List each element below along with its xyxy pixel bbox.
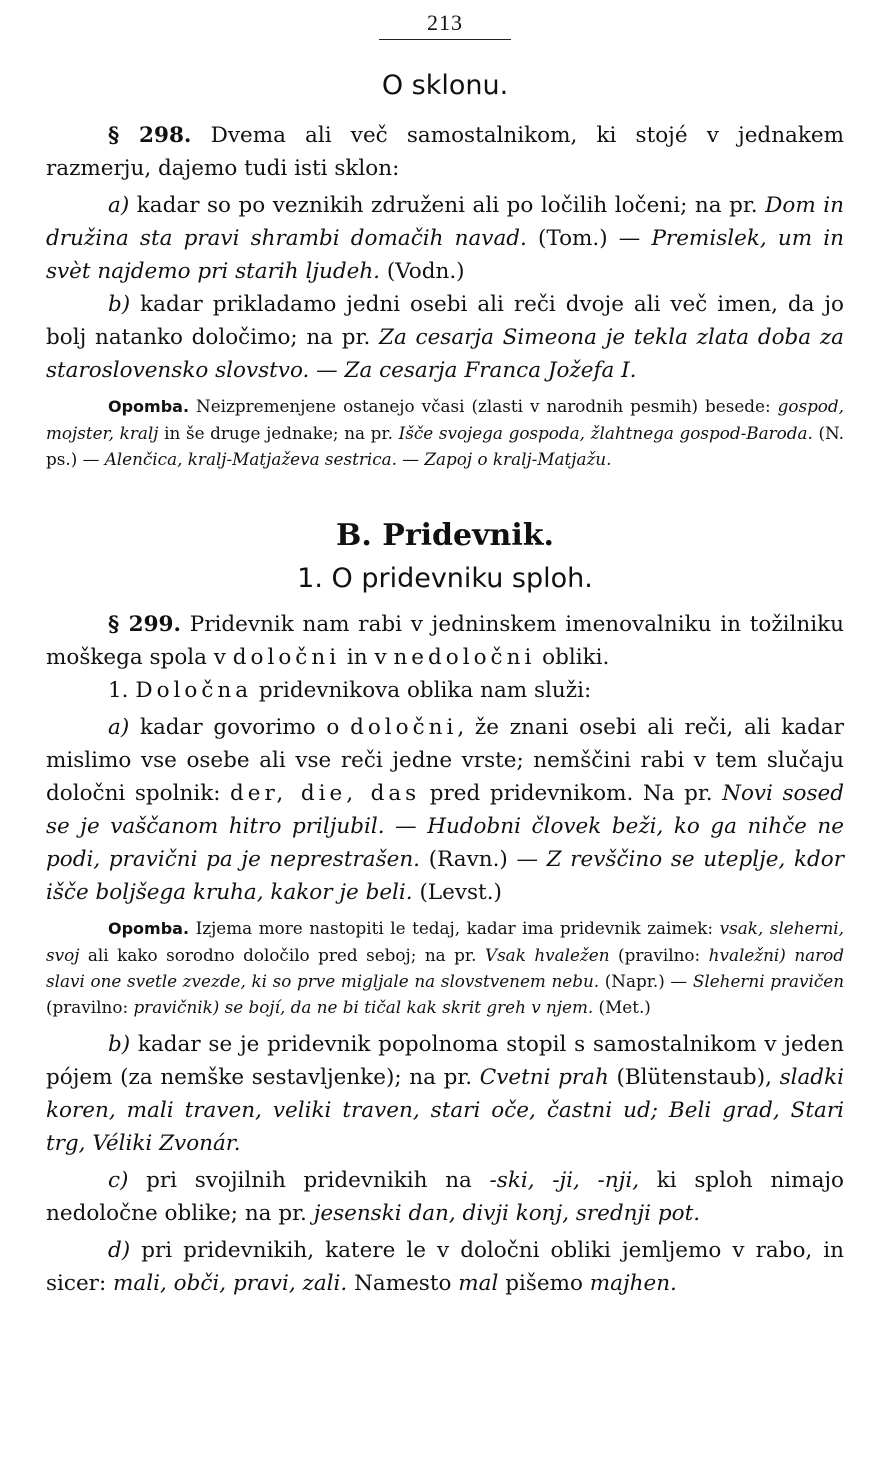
source: (Napr.) —	[599, 971, 693, 991]
example: jesenski dan, divji konj, srednji pot.	[313, 1201, 701, 1226]
text: , že znani osebi ali reči, ali kadar mislimo vse osebe ali vse reči jedne vrste; nemščini rabi v tem slučaju določni spolnik:	[46, 715, 844, 806]
spaced-word: določni	[232, 645, 341, 670]
text: Neizpremenjene ostanejo včasi (zlasti v narodnih pesmih) besede:	[189, 396, 778, 416]
example: Cvetni prah	[479, 1065, 609, 1090]
source: (Levst.)	[412, 880, 502, 905]
example: Premislek, um in svèt najdemo pri starih ljudeh.	[46, 226, 844, 284]
example: vsak, sleherni, svoj	[46, 918, 844, 965]
text: pred pridevnikom. Na pr.	[420, 781, 723, 806]
example: pravičnik) se bojí, da ne bi tičal kak skrit greh v njem.	[133, 997, 594, 1017]
item-label-a: a)	[108, 715, 130, 740]
paragraph-298-a	[46, 189, 844, 288]
paragraph-299-intro	[46, 608, 844, 674]
text: pri svojilnih pridevnikih na	[128, 1168, 490, 1193]
text: in še druge jednake; na pr.	[158, 423, 399, 443]
text: obliki.	[535, 645, 610, 670]
heading-b-pridevnik: B. Pridevnik.	[336, 518, 554, 553]
paragraph-299-a	[46, 711, 844, 909]
example: mali, obči, pravi, zali.	[113, 1271, 348, 1296]
example: Išče svojega gospoda, žlahtnega gospod-Baroda.	[398, 423, 813, 443]
source: (Tom.) —	[526, 226, 652, 251]
paragraph-298-b	[46, 288, 844, 387]
example: Za cesarja Simeona je tekla zlata doba za staroslovensko slovstvo. — Za cesarja Franca Jožefa I.	[46, 325, 844, 383]
text: ali kako sorodno določilo pred seboj; na pr.	[79, 945, 485, 965]
item-label-c: c)	[108, 1168, 129, 1193]
text: ki sploh nimajo nedoločne oblike; na pr.	[46, 1168, 844, 1226]
text: 1.	[108, 678, 136, 703]
heading-o-pridevniku-sploh: 1. O pridevniku sploh.	[297, 563, 593, 594]
spaced-word: Določna	[135, 678, 253, 703]
text: Namesto	[347, 1271, 459, 1296]
text: (pravilno:	[609, 945, 709, 965]
example: Novi sosed se je vaščanom hitro priljubil. — Hudobni človek beži, ko ga nihče ne podi, pravični pa je neprestrašen.	[46, 781, 844, 872]
paragraph-299-1	[46, 674, 844, 707]
example: Vsak hvaležen	[484, 945, 610, 965]
note-label: Opomba.	[108, 397, 190, 416]
text: kadar so po veznikih združeni ali po ločilih ločeni; na pr.	[129, 193, 766, 218]
section-299-mark: § 299.	[108, 612, 182, 637]
item-label-d: d)	[108, 1238, 131, 1263]
text: Dvema ali več samostalnikom, ki stojé v jednakem razmerju, dajemo tudi isti sklon:	[46, 123, 844, 181]
section-298-mark: § 298.	[108, 123, 192, 148]
text: kadar prikladamo jedni osebi ali reči dvoje ali več imen, da jo bolj natanko določimo; na pr.	[46, 292, 844, 350]
example: sladki koren, mali traven, veliki traven, stari oče, častni ud; Beli grad, Stari trg, Véliki Zvonár.	[46, 1065, 844, 1156]
text: (pravilno:	[46, 997, 134, 1017]
book-page	[46, 0, 844, 1300]
note-label: Opomba.	[108, 919, 190, 938]
example: gospod, mojster, kralj	[46, 396, 844, 443]
text: kadar govorimo o	[129, 715, 351, 740]
source: (Ravn.) —	[420, 847, 547, 872]
example: mal	[458, 1271, 499, 1296]
heading-o-sklonu: O sklonu.	[381, 70, 509, 101]
example: hvaležni) narod slavi one svetle zvezde, ki so prve migljale na slovstvenem nebu.	[46, 945, 844, 991]
text: kadar se je pridevnik popolnoma stopil s samostalnikom v jeden pójem (za nemške sestavljenke); na pr.	[46, 1032, 844, 1090]
example: majhen.	[589, 1271, 677, 1296]
source: (Met.)	[593, 997, 651, 1017]
note-298	[46, 393, 844, 472]
item-label-b: b)	[108, 1032, 131, 1057]
example: Alenčica, kralj-Matjaževa sestrica. — Zapoj o kralj-Matjažu.	[104, 449, 612, 469]
example: Dom in družina sta pravi shrambi domačih navad.	[46, 193, 844, 251]
paragraph-299-c	[46, 1164, 844, 1230]
spaced-word: določni	[350, 715, 458, 740]
spaced-word: der, die, das	[230, 781, 421, 806]
text: pridevnikova oblika nam služi:	[252, 678, 592, 703]
example: Z revščino se uteplje, kdor išče boljšega kruha, kakor je beli.	[46, 847, 845, 905]
example: -ski, -ji, -nji,	[489, 1168, 640, 1193]
text: in v	[340, 645, 394, 670]
page-number-rule	[379, 39, 511, 40]
source: (Vodn.)	[380, 259, 465, 284]
paragraph-298-intro	[46, 119, 844, 185]
text: pri pridevnikih, katere le v določni obliki jemljemo v rabo, in sicer:	[46, 1238, 844, 1296]
paragraph-299-b	[46, 1028, 844, 1160]
page-number: 213	[427, 10, 463, 35]
text: Pridevnik nam rabi v jedninskem imenovalniku in tožilniku moškega spola v	[46, 612, 845, 670]
item-label-b: b)	[108, 292, 131, 317]
example: Sleherni pravičen	[692, 971, 845, 991]
source: (N. ps.) —	[46, 423, 844, 469]
text: Izjema more nastopiti le tedaj, kadar ima pridevnik zaimek:	[189, 918, 720, 938]
text: pišemo	[498, 1271, 590, 1296]
paragraph-299-d	[46, 1234, 844, 1300]
note-299	[46, 915, 844, 1020]
spaced-word: nedoločni	[393, 645, 536, 670]
item-label-a: a)	[108, 193, 130, 218]
text: (Blütenstaub),	[608, 1065, 780, 1090]
